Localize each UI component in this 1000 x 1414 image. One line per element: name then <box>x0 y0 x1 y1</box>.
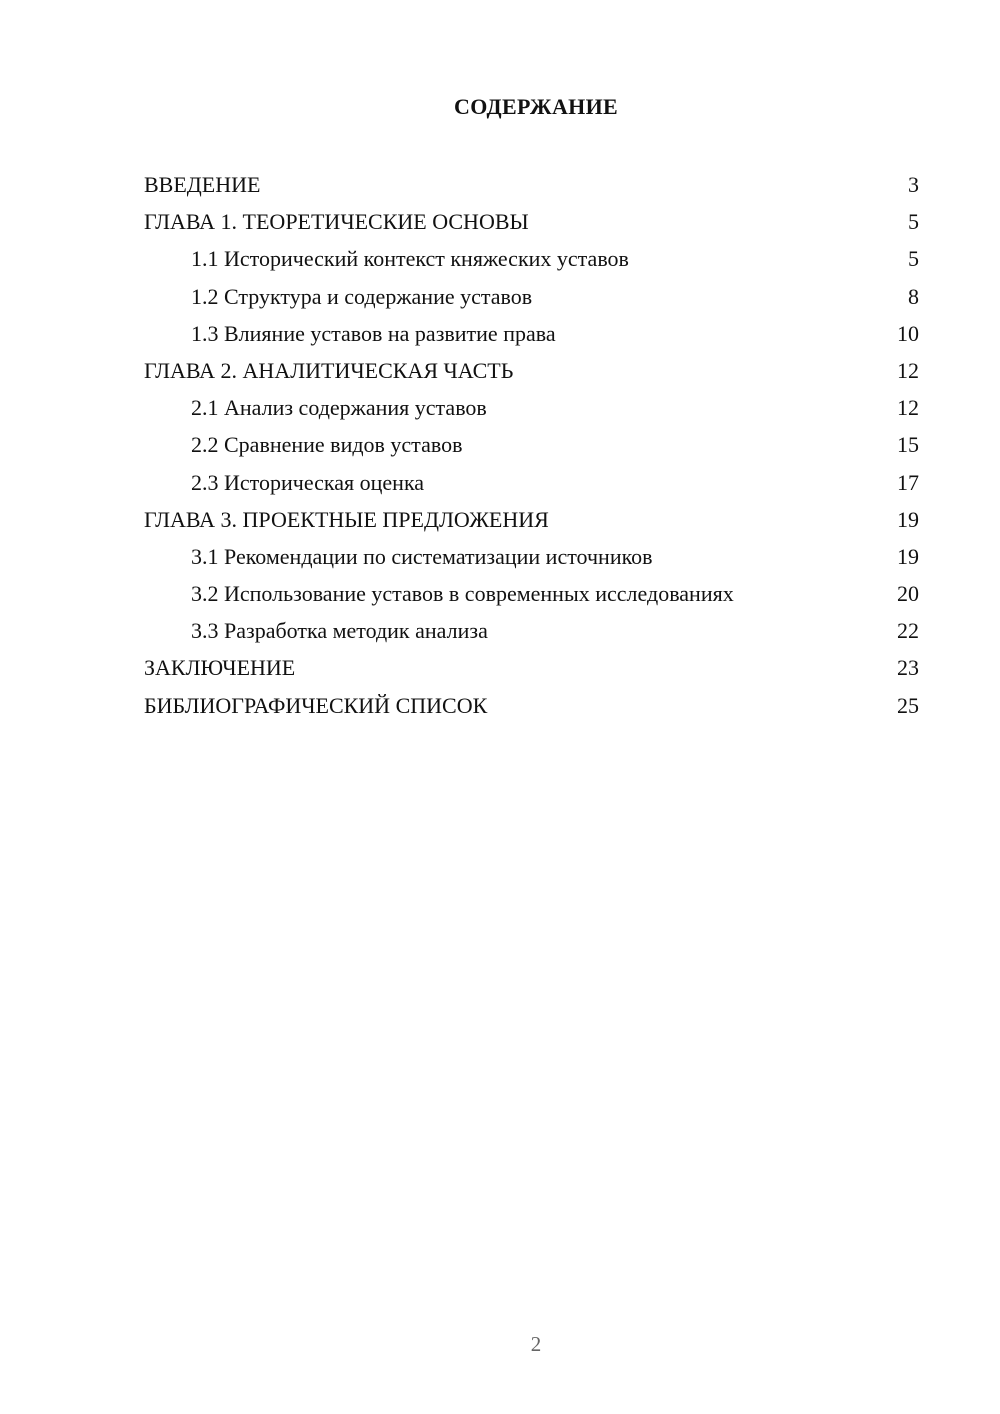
toc-entry-label: 2.1 Анализ содержания уставов <box>191 395 487 421</box>
toc-entry-page: 10 <box>897 320 919 346</box>
toc-entry-chapter-1[interactable] <box>144 203 919 240</box>
toc-entry-label: 2.2 Сравнение видов уставов <box>191 432 463 458</box>
toc-entry-page: 12 <box>897 357 919 383</box>
table-of-contents <box>144 166 919 724</box>
toc-entry-label: 3.3 Разработка методик анализа <box>191 618 488 644</box>
toc-entry-section-2-3[interactable] <box>144 464 919 501</box>
toc-entry-conclusion[interactable] <box>144 649 919 686</box>
toc-entry-label: 3.2 Использование уставов в современных исследованиях <box>191 581 734 607</box>
toc-entry-label: ГЛАВА 1. ТЕОРЕТИЧЕСКИЕ ОСНОВЫ <box>144 209 529 235</box>
toc-entry-label: ГЛАВА 2. АНАЛИТИЧЕСКАЯ ЧАСТЬ <box>144 357 514 383</box>
toc-entry-label: 1.2 Структура и содержание уставов <box>191 283 533 309</box>
toc-entry-label: 1.1 Исторический контекст княжеских уставов <box>191 246 629 272</box>
toc-entry-label: ГЛАВА 3. ПРОЕКТНЫЕ ПРЕДЛОЖЕНИЯ <box>144 506 549 532</box>
toc-entry-section-1-3[interactable] <box>144 315 919 352</box>
toc-entry-section-3-3[interactable] <box>144 612 919 649</box>
toc-entry-page: 17 <box>897 469 919 495</box>
toc-entry-page: 19 <box>897 506 919 532</box>
toc-entry-chapter-2[interactable] <box>144 352 919 389</box>
toc-entry-page: 15 <box>897 432 919 458</box>
toc-entry-label: ЗАКЛЮЧЕНИЕ <box>144 655 296 681</box>
toc-entry-page: 22 <box>897 618 919 644</box>
toc-entry-section-3-2[interactable] <box>144 575 919 612</box>
toc-entry-page: 20 <box>897 581 919 607</box>
toc-entry-chapter-3[interactable] <box>144 501 919 538</box>
toc-entry-label: БИБЛИОГРАФИЧЕСКИЙ СПИСОК <box>144 692 488 718</box>
toc-entry-page: 12 <box>897 395 919 421</box>
toc-entry-page: 5 <box>908 246 919 272</box>
toc-entry-label: 2.3 Историческая оценка <box>191 469 425 495</box>
toc-entry-page: 25 <box>897 692 919 718</box>
toc-entry-label: ВВЕДЕНИЕ <box>144 172 261 197</box>
toc-entry-page: 5 <box>908 209 919 235</box>
toc-entry-section-1-1[interactable] <box>144 240 919 277</box>
toc-entry-section-2-2[interactable] <box>144 426 919 463</box>
toc-entry-page: 19 <box>897 543 919 569</box>
page-title: СОДЕРЖАНИЕ <box>454 94 618 119</box>
toc-entry-introduction[interactable] <box>144 166 919 203</box>
toc-entry-page: 3 <box>908 172 919 197</box>
page-number: 2 <box>530 1332 542 1356</box>
toc-entry-page: 23 <box>897 655 919 681</box>
toc-entry-section-2-1[interactable] <box>144 389 919 426</box>
toc-entry-section-3-1[interactable] <box>144 538 919 575</box>
toc-entry-section-1-2[interactable] <box>144 278 919 315</box>
toc-entry-page: 8 <box>908 283 919 309</box>
toc-entry-bibliography[interactable] <box>144 687 919 724</box>
toc-entry-label: 1.3 Влияние уставов на развитие права <box>191 320 556 346</box>
toc-entry-label: 3.1 Рекомендации по систематизации источников <box>191 543 653 569</box>
